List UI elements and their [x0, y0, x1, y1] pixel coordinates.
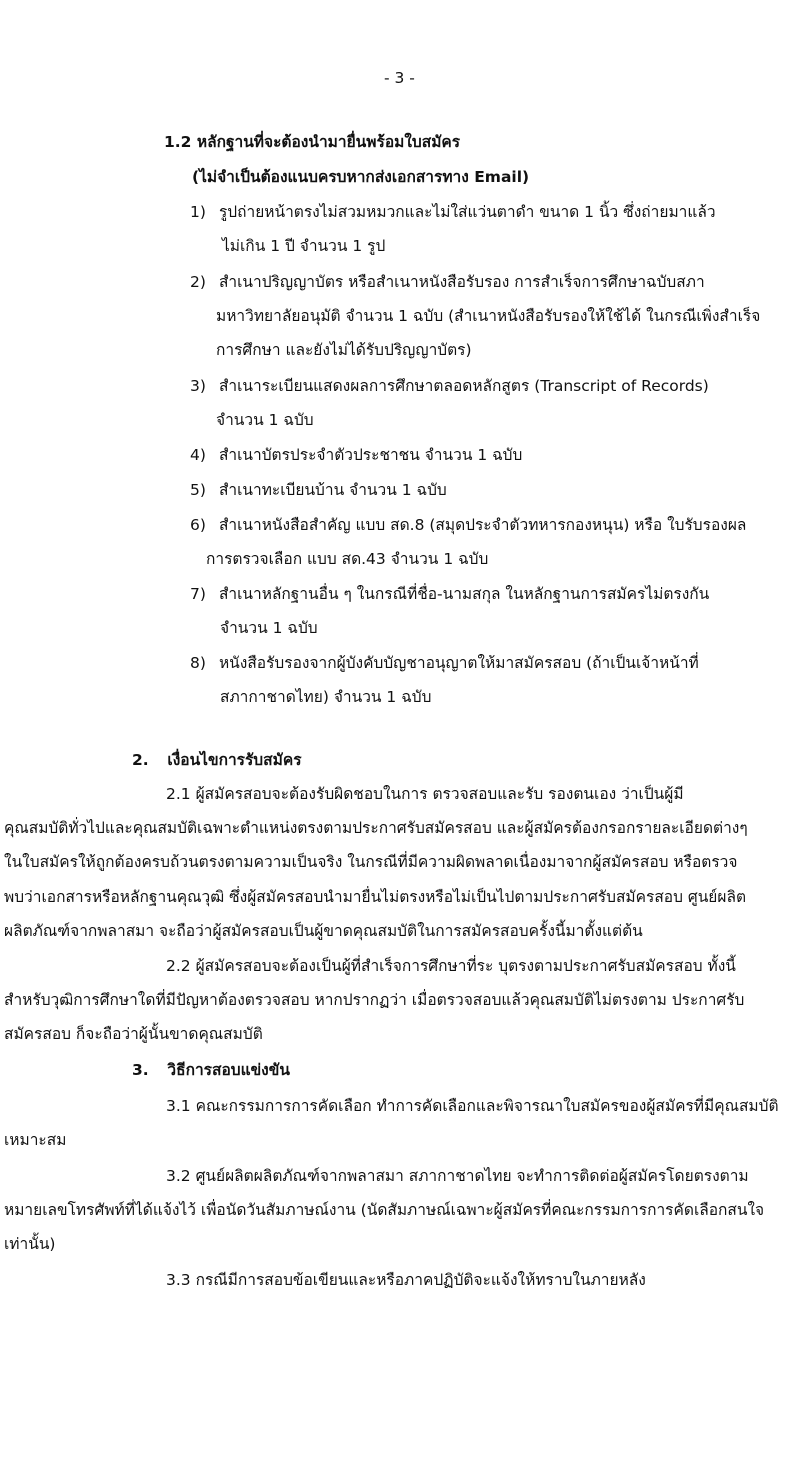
list-item-7-cont: จำนวน 1 ฉบับ: [220, 619, 318, 637]
list-item-2-cont-2: การศึกษา และยังไม่ได้รับปริญญาบัตร): [216, 341, 472, 359]
list-item-number: 6): [190, 516, 206, 534]
list-item-text: สำเนาระเบียนแสดงผลการศึกษาตลอดหลักสูตร (Transcript of Records): [218, 377, 709, 395]
list-item-number: 7): [190, 585, 206, 603]
list-item-8: [190, 653, 699, 673]
section-1-2-note: (ไม่จำเป็นต้องแนบครบหากส่งเอกสารทาง Email): [192, 168, 530, 186]
list-item-6-cont: การตรวจเลือก แบบ สด.43 จำนวน 1 ฉบับ: [206, 550, 489, 568]
section-3-number: 3.: [132, 1061, 149, 1079]
list-item-7: [190, 584, 709, 604]
section-3-heading: [132, 1060, 290, 1080]
list-item-number: 5): [190, 481, 206, 499]
list-item-number: 4): [190, 446, 206, 464]
list-item-number: 8): [190, 654, 206, 672]
list-item-text: หนังสือรับรองจากผู้บังคับบัญชาอนุญาตให้มาสมัครสอบ (ถ้าเป็นเจ้าหน้าที่: [218, 654, 699, 672]
list-item-8-cont: สภากาชาดไทย) จำนวน 1 ฉบับ: [220, 688, 432, 706]
page-number: - 3 -: [384, 69, 415, 87]
para-3-2-line-3: เท่านั้น): [4, 1235, 56, 1253]
list-item-3-cont: จำนวน 1 ฉบับ: [216, 411, 314, 429]
section-2-title: เงื่อนไขการรับสมัคร: [167, 751, 302, 769]
section-1-2-heading: 1.2 หลักฐานที่จะต้องนำมายื่นพร้อมใบสมัคร: [164, 133, 461, 151]
list-item-number: 3): [190, 377, 206, 395]
list-item-6: [190, 515, 746, 535]
list-item-text: สำเนาบัตรประจำตัวประชาชน จำนวน 1 ฉบับ: [218, 446, 523, 464]
para-2-1-line-1: 2.1 ผู้สมัครสอบจะต้องรับผิดชอบในการ ตรวจสอบและรับ รองตนเอง ว่าเป็นผู้มี: [166, 785, 684, 803]
list-item-4: [190, 445, 522, 465]
list-item-number: 1): [190, 203, 206, 221]
section-2-heading: [132, 750, 302, 770]
para-2-2-line-2: สำหรับวุฒิการศึกษาใดที่มีปัญหาต้องตรวจสอบ หากปรากฏว่า เมื่อตรวจสอบแล้วคุณสมบัติไม่ตรงตาม ประกาศรับ: [4, 991, 745, 1009]
list-item-text: สำเนาหลักฐานอื่น ๆ ในกรณีที่ชื่อ-นามสกุล ในหลักฐานการสมัครไม่ตรงกัน: [218, 585, 710, 603]
list-item-1-cont: ไม่เกิน 1 ปี จำนวน 1 รูป: [222, 237, 386, 255]
para-3-2-line-2: หมายเลขโทรศัพท์ที่ได้แจ้งไว้ เพื่อนัดวันสัมภาษณ์งาน (นัดสัมภาษณ์เฉพาะผู้สมัครที่คณะกรรมการการคัดเลือกสนใจ: [4, 1201, 765, 1219]
para-2-2-line-1: 2.2 ผู้สมัครสอบจะต้องเป็นผู้ที่สำเร็จการศึกษาที่ระ บุตรงตามประกาศรับสมัครสอบ ทั้งนี้: [166, 957, 736, 975]
para-3-3-line-1: 3.3 กรณีมีการสอบข้อเขียนและหรือภาคปฏิบัติจะแจ้งให้ทราบในภายหลัง: [166, 1271, 646, 1289]
list-item-text: สำเนาทะเบียนบ้าน จำนวน 1 ฉบับ: [218, 481, 447, 499]
list-item-2: [190, 272, 705, 292]
list-item-3: [190, 376, 709, 396]
list-item-2-cont-1: มหาวิทยาลัยอนุมัติ จำนวน 1 ฉบับ (สำเนาหนังสือรับรองให้ใช้ได้ ในกรณีเพิ่งสำเร็จ: [216, 307, 761, 325]
section-2-number: 2.: [132, 751, 149, 769]
list-item-text: สำเนาปริญญาบัตร หรือสำเนาหนังสือรับรอง การสำเร็จการศึกษาฉบับสภา: [218, 273, 705, 291]
list-item-5: [190, 480, 447, 500]
list-item-text: สำเนาหนังสือสำคัญ แบบ สด.8 (สมุดประจำตัวทหารกองหนุน) หรือ ใบรับรองผล: [218, 516, 747, 534]
para-3-1-line-2: เหมาะสม: [4, 1131, 67, 1149]
list-item-1: [190, 202, 716, 222]
para-2-1-line-4: พบว่าเอกสารหรือหลักฐานคุณวุฒิ ซึ่งผู้สมัครสอบนำมายื่นไม่ตรงหรือไม่เป็นไปตามประกาศรับสมัครสอบ ศูนย์ผลิต: [4, 888, 747, 906]
list-item-text: รูปถ่ายหน้าตรงไม่สวมหมวกและไม่ใส่แว่นตาดำ ขนาด 1 นิ้ว ซึ่งถ่ายมาแล้ว: [218, 203, 716, 221]
para-2-2-line-3: สมัครสอบ ก็จะถือว่าผู้นั้นขาดคุณสมบัติ: [4, 1025, 263, 1043]
section-3-title: วิธีการสอบแข่งขัน: [167, 1061, 290, 1079]
para-2-1-line-3: ในใบสมัครให้ถูกต้องครบถ้วนตรงตามความเป็นจริง ในกรณีที่มีความผิดพลาดเนื่องมาจากผู้สมัครสอบ หรือตรวจ: [4, 853, 738, 871]
para-2-1-line-5: ผลิตภัณฑ์จากพลาสมา จะถือว่าผู้สมัครสอบเป็นผู้ขาดคุณสมบัติในการสมัครสอบครั้งนี้มาตั้งแต่ต้น: [4, 922, 643, 940]
para-2-1-line-2: คุณสมบัติทั่วไปและคุณสมบัติเฉพาะตำแหน่งตรงตามประกาศรับสมัครสอบ และผู้สมัครต้องกรอกรายละเอียดต่างๆ: [4, 819, 748, 837]
para-3-2-line-1: 3.2 ศูนย์ผลิตผลิตภัณฑ์จากพลาสมา สภากาชาดไทย จะทำการติดต่อผู้สมัครโดยตรงตาม: [166, 1167, 749, 1185]
list-item-number: 2): [190, 273, 206, 291]
para-3-1-line-1: 3.1 คณะกรรมการการคัดเลือก ทำการคัดเลือกและพิจารณาใบสมัครของผู้สมัครที่มีคุณสมบัติ: [166, 1097, 779, 1115]
